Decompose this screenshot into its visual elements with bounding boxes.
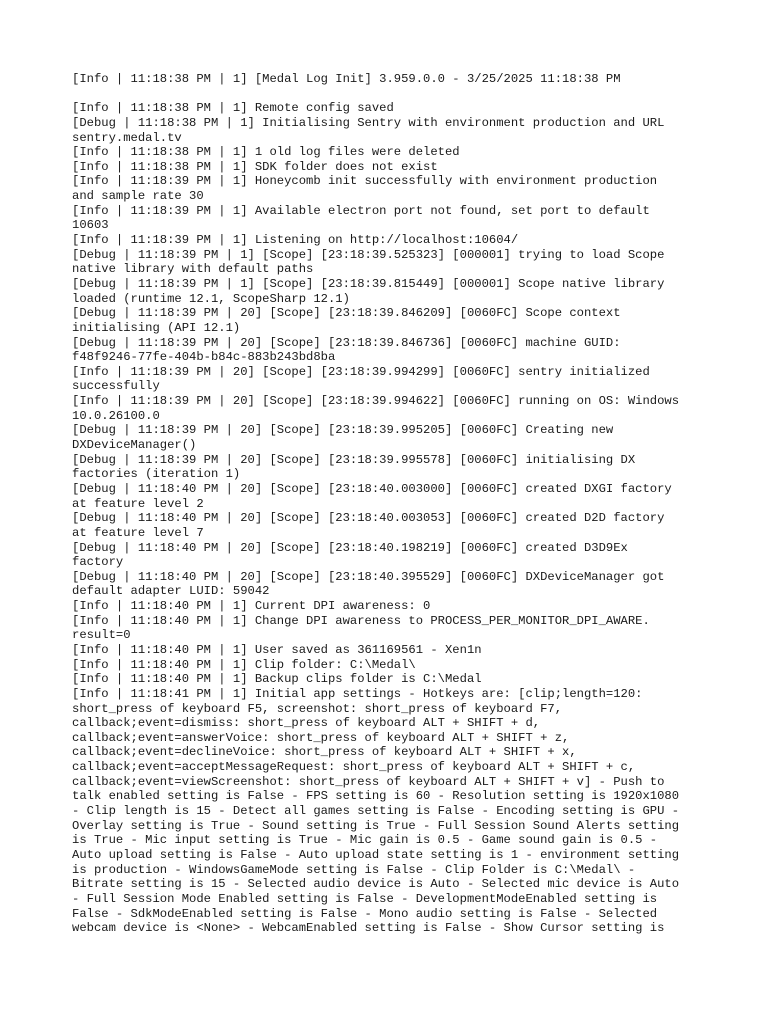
- log-line: [Debug | 11:18:40 PM | 20] [Scope] [23:18:40.003000] [0060FC] created DXGI factory: [72, 481, 672, 496]
- log-line: [Info | 11:18:39 PM | 20] [Scope] [23:18:39.994299] [0060FC] sentry initialized: [72, 364, 650, 379]
- log-line: [Debug | 11:18:40 PM | 20] [Scope] [23:18:40.003053] [0060FC] created D2D factory: [72, 511, 665, 526]
- log-line: sentry.medal.tv: [72, 130, 182, 145]
- log-line: is True - Mic input setting is True - Mic gain is 0.5 - Game sound gain is 0.5 -: [72, 833, 658, 848]
- log-line: and sample rate 30: [72, 189, 204, 204]
- log-line: callback;event=acceptMessageRequest: short_press of keyboard ALT + SHIFT + c,: [72, 760, 636, 775]
- log-line: False - SdkModeEnabled setting is False - Mono audio setting is False - Selected: [72, 906, 658, 921]
- log-line: [Info | 11:18:38 PM | 1] Remote config saved: [72, 101, 394, 116]
- log-line: [Info | 11:18:40 PM | 1] Current DPI awareness: 0: [72, 599, 431, 614]
- log-line: is production - WindowsGameMode setting is False - Clip Folder is C:\Medal\ -: [72, 862, 636, 877]
- log-line: [Info | 11:18:40 PM | 1] Backup clips folder is C:\Medal: [72, 672, 482, 687]
- log-line: 10.0.26100.0: [72, 408, 160, 423]
- log-line: webcam device is <None> - WebcamEnabled setting is False - Show Cursor setting is: [72, 921, 665, 936]
- log-line: callback;event=viewScreenshot: short_press of keyboard ALT + SHIFT + v] - Push to: [72, 774, 665, 789]
- log-line: loaded (runtime 12.1, ScopeSharp 12.1): [72, 291, 350, 306]
- log-line: callback;event=declineVoice: short_press of keyboard ALT + SHIFT + x,: [72, 745, 577, 760]
- log-line: [Info | 11:18:39 PM | 1] Available electron port not found, set port to default: [72, 203, 650, 218]
- log-line: [Debug | 11:18:39 PM | 20] [Scope] [23:18:39.995205] [0060FC] Creating new: [72, 423, 614, 438]
- log-line: native library with default paths: [72, 262, 314, 277]
- log-line: Overlay setting is True - Sound setting is True - Full Session Sound Alerts setting: [72, 818, 680, 833]
- log-line: [Debug | 11:18:39 PM | 20] [Scope] [23:18:39.995578] [0060FC] initialising DX: [72, 452, 636, 467]
- log-line: DXDeviceManager(): [72, 438, 197, 453]
- log-line: factory: [72, 555, 124, 570]
- log-line: Auto upload setting is False - Auto upload state setting is 1 - environment setting: [72, 847, 680, 862]
- log-line: [Info | 11:18:39 PM | 20] [Scope] [23:18:39.994622] [0060FC] running on OS: Windows: [72, 394, 680, 409]
- log-line: Bitrate setting is 15 - Selected audio device is Auto - Selected mic device is Auto: [72, 877, 680, 892]
- log-line: [Info | 11:18:39 PM | 1] Honeycomb init successfully with environment production: [72, 174, 658, 189]
- log-line: [Info | 11:18:38 PM | 1] 1 old log files were deleted: [72, 145, 460, 160]
- log-line: [Info | 11:18:40 PM | 1] Change DPI awareness to PROCESS_PER_MONITOR_DPI_AWARE.: [72, 613, 650, 628]
- log-line: [Info | 11:18:40 PM | 1] User saved as 361169561 - Xen1n: [72, 642, 482, 657]
- log-line: 10603: [72, 218, 109, 233]
- log-line: default adapter LUID: 59042: [72, 584, 270, 599]
- log-line: - Full Session Mode Enabled setting is False - DevelopmentModeEnabled setting is: [72, 891, 658, 906]
- log-line: [Info | 11:18:38 PM | 1] SDK folder does not exist: [72, 159, 438, 174]
- log-line: at feature level 7: [72, 525, 204, 540]
- log-line: talk enabled setting is False - FPS setting is 60 - Resolution setting is 1920x1080: [72, 789, 680, 804]
- log-line: [Debug | 11:18:39 PM | 20] [Scope] [23:18:39.846209] [0060FC] Scope context: [72, 306, 621, 321]
- log-line: [Debug | 11:18:38 PM | 1] Initialising Sentry with environment production and URL: [72, 115, 665, 130]
- log-text: [72, 72, 768, 936]
- log-line: f48f9246-77fe-404b-b84c-883b243bd8ba: [72, 350, 336, 365]
- log-line: [Debug | 11:18:40 PM | 20] [Scope] [23:18:40.198219] [0060FC] created D3D9Ex: [72, 540, 628, 555]
- log-line: [Debug | 11:18:39 PM | 1] [Scope] [23:18:39.525323] [000001] trying to load Scope: [72, 247, 665, 262]
- log-line: [Info | 11:18:38 PM | 1] [Medal Log Init] 3.959.0.0 - 3/25/2025 11:18:38 PM: [72, 72, 621, 86]
- log-line: result=0: [72, 628, 131, 643]
- log-line: [Debug | 11:18:40 PM | 20] [Scope] [23:18:40.395529] [0060FC] DXDeviceManager got: [72, 569, 665, 584]
- log-line: factories (iteration 1): [72, 467, 241, 482]
- log-line: [Debug | 11:18:39 PM | 1] [Scope] [23:18:39.815449] [000001] Scope native library: [72, 276, 665, 291]
- log-line: [Info | 11:18:40 PM | 1] Clip folder: C:\Medal\: [72, 657, 416, 672]
- log-line: successfully: [72, 379, 160, 394]
- log-line: - Clip length is 15 - Detect all games setting is False - Encoding setting is GPU -: [72, 804, 680, 819]
- log-line: short_press of keyboard F5, screenshot: short_press of keyboard F7,: [72, 701, 563, 716]
- log-line: at feature level 2: [72, 496, 204, 511]
- log-line: callback;event=dismiss: short_press of keyboard ALT + SHIFT + d,: [72, 716, 541, 731]
- log-line: [Info | 11:18:39 PM | 1] Listening on http://localhost:10604/: [72, 233, 519, 248]
- blank-line: [72, 87, 768, 102]
- log-line: initialising (API 12.1): [72, 320, 241, 335]
- log-line: [Info | 11:18:41 PM | 1] Initial app settings - Hotkeys are: [clip;length=120:: [72, 686, 643, 701]
- log-line: callback;event=answerVoice: short_press of keyboard ALT + SHIFT + z,: [72, 730, 570, 745]
- log-line: [Debug | 11:18:39 PM | 20] [Scope] [23:18:39.846736] [0060FC] machine GUID:: [72, 335, 621, 350]
